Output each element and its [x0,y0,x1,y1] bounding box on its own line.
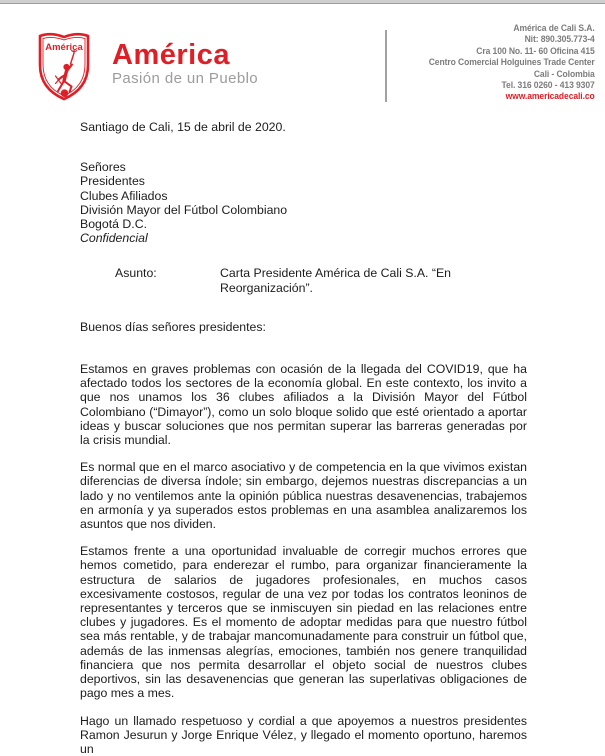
contact-line: Nit: 890.305.773-4 [429,34,595,45]
salutation: Buenos días señores presidentes: [80,320,527,334]
contact-line: Tel. 316 0260 - 413 9307 [429,80,595,91]
america-crest-icon [38,31,90,101]
recipient-line: Clubes Afiliados [80,189,527,203]
brand-block [112,41,258,87]
body-paragraph: Estamos frente a una oportunidad invaluable de corregir muchos errores que hemos cometido, para enderezar el rumbo, para organizar financieramente la estructura de salarios de jugadores profesionales, en muchos casos excesivamente costosos, regular de una vez por todas los contratos leoninos de representantes y terceros que se inmiscuyen sin piedad en las relaciones entre clubes y jugadores. Es el momento de adoptar medidas para que nuestro fútbol sea más rentable, y de trabajar mancomunadamente para construir un fútbol que, además de las inmensas alegrías, emociones, también nos genere tranquilidad financiera que nos permita desarrollar el objeto social de nuestros clubes deportivos, sin las desavenencias que generan las superlativas obligaciones de pago mes a mes. [80,544,527,700]
recipient-line: Presidentes [80,174,527,188]
website-link[interactable]: www.americadecali.co [429,91,595,102]
header-divider [385,30,387,102]
body-paragraph: Es normal que en el marco asociativo y de competencia en la que vivimos existan diferencias de diversa índole; sin embargo, dejemos nuestras discrepancias a un lado y no ventilemos ante la opinión pública nuestras desavenencias, trabajemos en armonía y ya superados estos problemas en una asamblea analizaremos los asuntos que nos dividen. [80,460,527,531]
paragraphs [80,362,527,756]
recipient-line: Bogotá D.C. [80,217,527,231]
contact-line: América de Cali S.A. [429,23,595,34]
brand-tagline: Pasión de un Pueblo [112,71,258,87]
letter-date: Santiago de Cali, 15 de abril de 2020. [80,120,527,134]
contact-line: Cra 100 No. 11- 60 Oficina 415 [429,46,595,57]
contact-line: Cali - Colombia [429,69,595,80]
recipient-line: División Mayor del Fútbol Colombiano [80,203,527,217]
subject-row [80,266,527,294]
contact-block [429,23,595,103]
recipient-line: Señores [80,160,527,174]
body-paragraph: Estamos en graves problemas con ocasión de la llegada del COVID19, que ha afectado todos los sectores de la economía global. En este contexto, los invito a que nos unamos los 36 clubes afiliados a la División Mayor del Fútbol Colombiano (“Dimayor”), como un solo bloque solido que esté orientado a aportar ideas y buscar soluciones que nos permitan superar las barreras generadas por la crisis mundial. [80,362,527,447]
body-paragraph: Hago un llamado respetuoso y cordial a que apoyemos a nuestros presidentes Ramon Jesurun y Jorge Enrique Vélez, y llegado el momento oportuno, haremos un [80,714,527,756]
letter-body [80,120,527,756]
crest-label: América [45,42,83,53]
contact-line: Centro Comercial Holguines Trade Center [429,57,595,68]
confidential-note: Confidencial [80,231,527,245]
brand-name: América [112,41,258,69]
window-top-edge [0,0,605,4]
subject-label: Asunto: [115,266,220,294]
recipients-block [80,160,527,245]
subject-text: Carta Presidente América de Cali S.A. “En Reorganización”. [220,266,462,294]
